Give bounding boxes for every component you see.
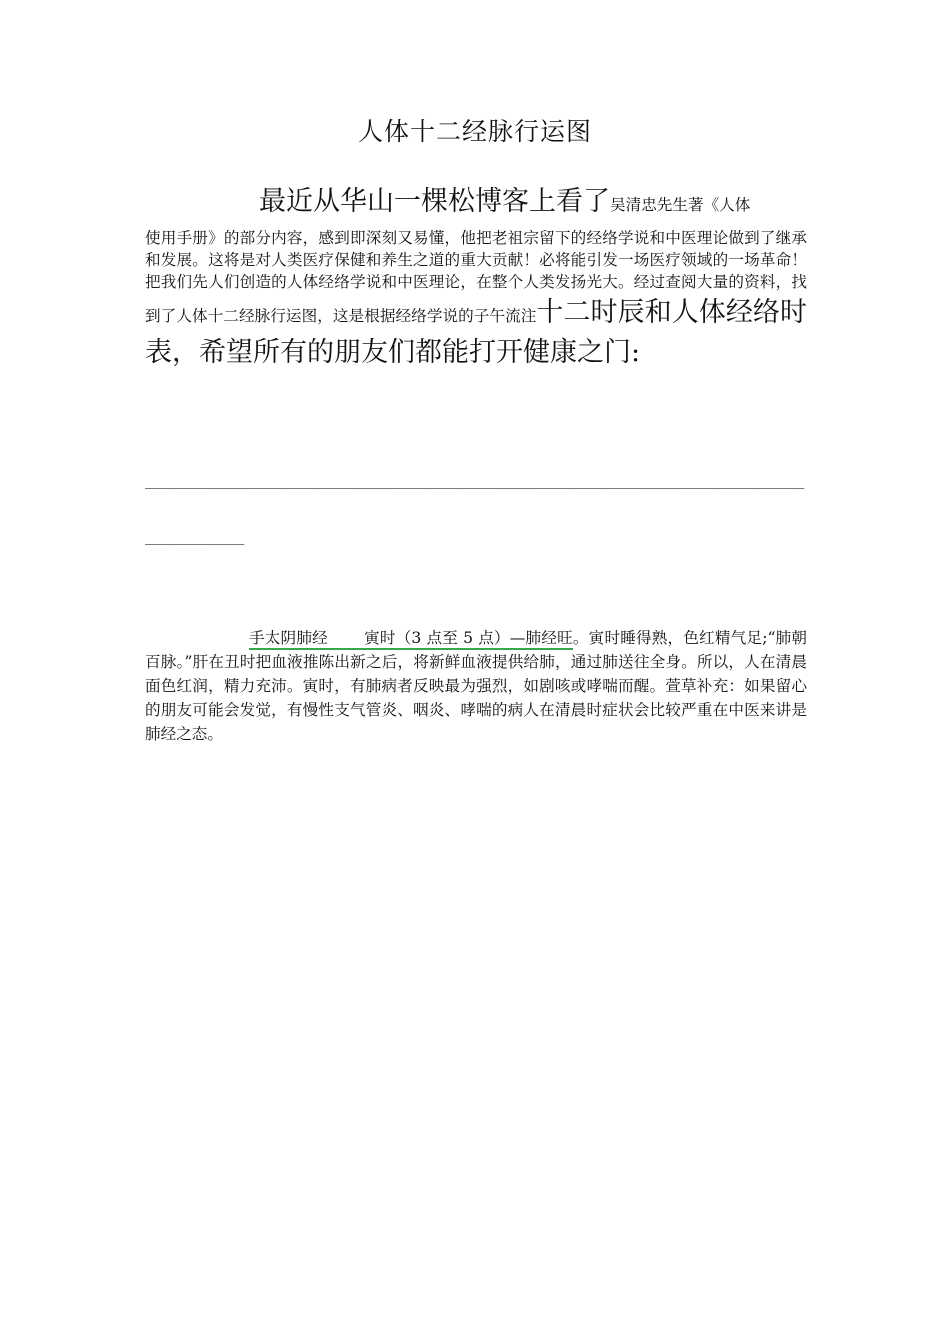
intro-paragraph [145, 180, 807, 373]
intro-big-lead: 最近从华山一棵松博客上看了 [259, 186, 610, 217]
meridian-section [145, 626, 807, 746]
meridian-name: 手太阴肺经 [249, 629, 328, 647]
intro-small-text: 使用手册》的部分内容，感到即深刻又易懂，他把老祖宗留下的经络学说和中医理论做到了继承和发展。这将是对人类医疗保健和养生之道的重大贡献！必将能引发一场医疗领域的一场革命！把我们先人们创造的人体经络学说和中医理论，在整个人类发扬光大。经过查阅大量的资料，找到了人体十二经脉行运图，这是根据经络学说的子午流注 [145, 229, 807, 325]
meridian-time: 寅时（3 点至 5 点）—肺经旺 [363, 629, 573, 647]
intro-big-tail: 十二时辰和人体经络时表，希望所有的朋友们都能打开健康之门: [145, 297, 807, 368]
page-title: 人体十二经脉行运图 [357, 117, 592, 146]
intro-first-line [145, 180, 807, 227]
intro-small-start: 吴清忠先生著《人体 [610, 196, 751, 214]
meridian-body: 。寅时睡得熟，色红精气足;“肺朝百脉。”肝在丑时把血液推陈出新之后，将新鲜血液提供给肺，通过肺送往全身。所以，人在清晨面色红润，精力充沛。寅时，有肺病者反映最为强烈，如剧咳或哮喘而醒。萱草补充：如果留心的朋友可能会发觉，有慢性支气管炎、咽炎、哮喘的病人在清晨时症状会比较严重在中医来讲是肺经之态。 [145, 629, 807, 743]
separator-line: ____________________________________________________________________________________ [145, 471, 805, 545]
meridian-heading [249, 629, 573, 650]
